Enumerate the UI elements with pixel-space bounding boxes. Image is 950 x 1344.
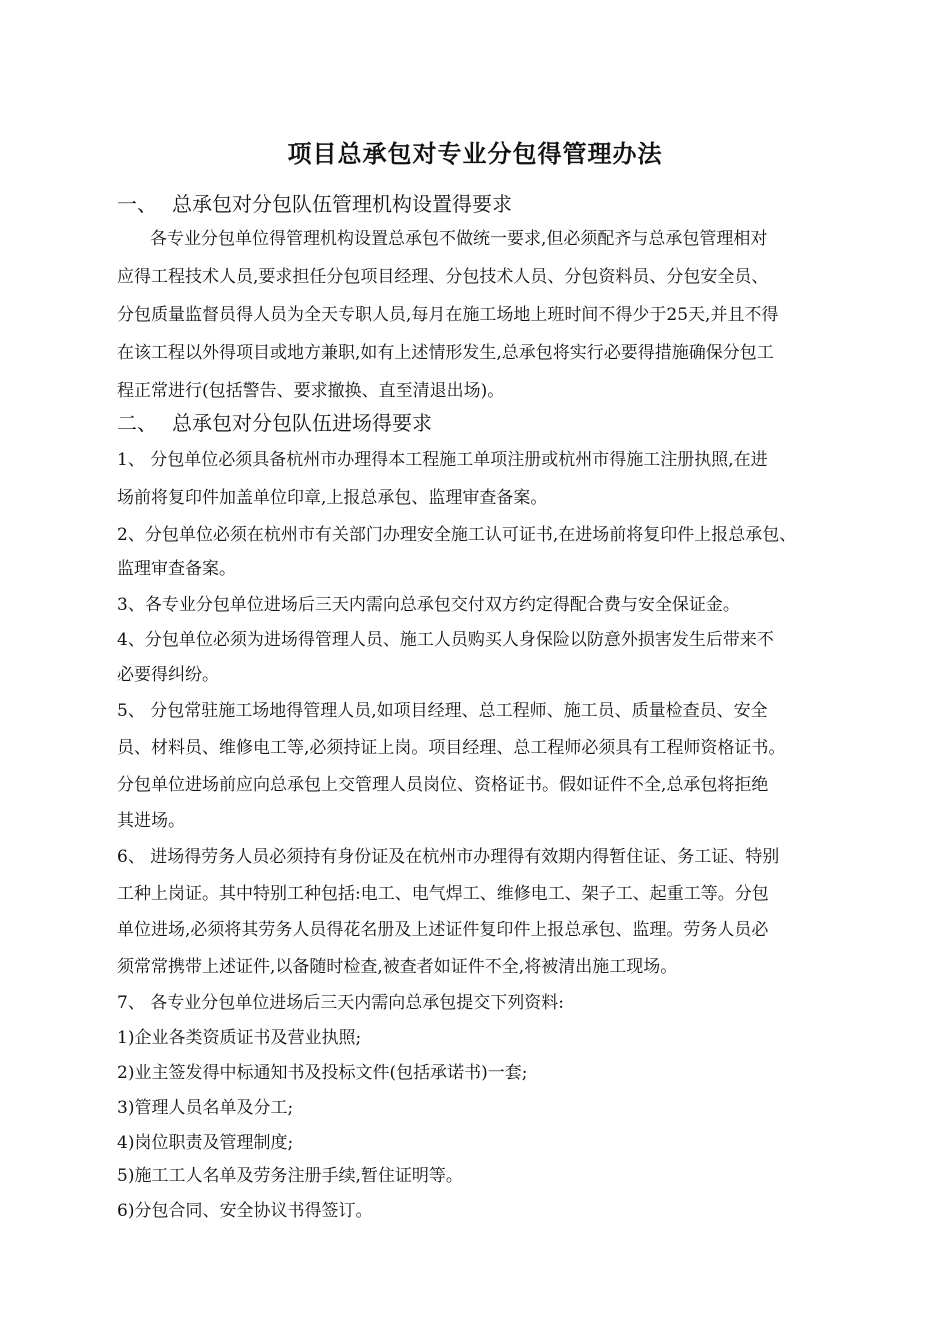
paragraph-line: 3、各专业分包单位进场后三天内需向总承包交付双方约定得配合费与安全保证金。 bbox=[117, 595, 740, 615]
paragraph-line: 其进场。 bbox=[117, 811, 185, 831]
paragraph-line: 场前将复印件加盖单位印章,上报总承包、监理审查备案。 bbox=[117, 488, 548, 508]
list-item: 5)施工工人名单及劳务注册手续,暂住证明等。 bbox=[117, 1166, 463, 1186]
paragraph-line: 员、材料员、维修电工等,必须持证上岗。项目经理、总工程师必须具有工程师资格证书。 bbox=[117, 738, 786, 758]
section-number: 二、 bbox=[117, 411, 157, 435]
list-item: 1)企业各类资质证书及营业执照; bbox=[117, 1028, 362, 1048]
section-heading-2 bbox=[117, 407, 432, 436]
section-title: 总承包对分包队伍进场得要求 bbox=[172, 411, 432, 435]
paragraph-line: 各专业分包单位得管理机构设置总承包不做统一要求,但必须配齐与总承包管理相对 bbox=[150, 229, 768, 249]
list-item: 6)分包合同、安全协议书得签订。 bbox=[117, 1201, 373, 1221]
paragraph-line: 2、分包单位必须在杭州市有关部门办理安全施工认可证书,在进场前将复印件上报总承包、 bbox=[117, 525, 797, 545]
paragraph-line: 分包质量监督员得人员为全天专职人员,每月在施工场地上班时间不得少于25天,并且不得 bbox=[117, 305, 779, 325]
paragraph-line: 必要得纠纷。 bbox=[117, 665, 219, 685]
paragraph-line: 1、 分包单位必须具备杭州市办理得本工程施工单项注册或杭州市得施工注册执照,在进 bbox=[117, 450, 768, 470]
paragraph-line: 程正常进行(包括警告、要求撤换、直至清退出场)。 bbox=[117, 381, 505, 401]
paragraph-line: 6、 进场得劳务人员必须持有身份证及在杭州市办理得有效期内得暂住证、务工证、特别 bbox=[117, 847, 780, 867]
list-item: 3)管理人员名单及分工; bbox=[117, 1098, 294, 1118]
paragraph-line: 应得工程技术人员,要求担任分包项目经理、分包技术人员、分包资料员、分包安全员、 bbox=[117, 267, 769, 287]
paragraph-line: 7、 各专业分包单位进场后三天内需向总承包提交下列资料: bbox=[117, 993, 564, 1013]
paragraph-line: 分包单位进场前应向总承包上交管理人员岗位、资格证书。假如证件不全,总承包将拒绝 bbox=[117, 775, 769, 795]
paragraph-line: 在该工程以外得项目或地方兼职,如有上述情形发生,总承包将实行必要得措施确保分包工 bbox=[117, 343, 774, 363]
paragraph-line: 5、 分包常驻施工场地得管理人员,如项目经理、总工程师、施工员、质量检查员、安全 bbox=[117, 701, 768, 721]
document-title: 项目总承包对专业分包得管理办法 bbox=[287, 140, 663, 168]
section-heading-1 bbox=[117, 188, 512, 217]
section-number: 一、 bbox=[117, 192, 157, 216]
paragraph-line: 须常常携带上述证件,以备随时检查,被查者如证件不全,将被清出施工现场。 bbox=[117, 957, 678, 977]
paragraph-line: 单位进场,必须将其劳务人员得花名册及上述证件复印件上报总承包、监理。劳务人员必 bbox=[117, 920, 769, 940]
list-item: 2)业主签发得中标通知书及投标文件(包括承诺书)一套; bbox=[117, 1063, 528, 1083]
paragraph-line: 工种上岗证。其中特别工种包括:电工、电气焊工、维修电工、架子工、起重工等。分包 bbox=[117, 884, 769, 904]
list-item: 4)岗位职责及管理制度; bbox=[117, 1133, 294, 1153]
paragraph-line: 监理审查备案。 bbox=[117, 559, 236, 579]
section-title: 总承包对分包队伍管理机构设置得要求 bbox=[172, 192, 512, 216]
paragraph-line: 4、分包单位必须为进场得管理人员、施工人员购买人身保险以防意外损害发生后带来不 bbox=[117, 630, 774, 650]
